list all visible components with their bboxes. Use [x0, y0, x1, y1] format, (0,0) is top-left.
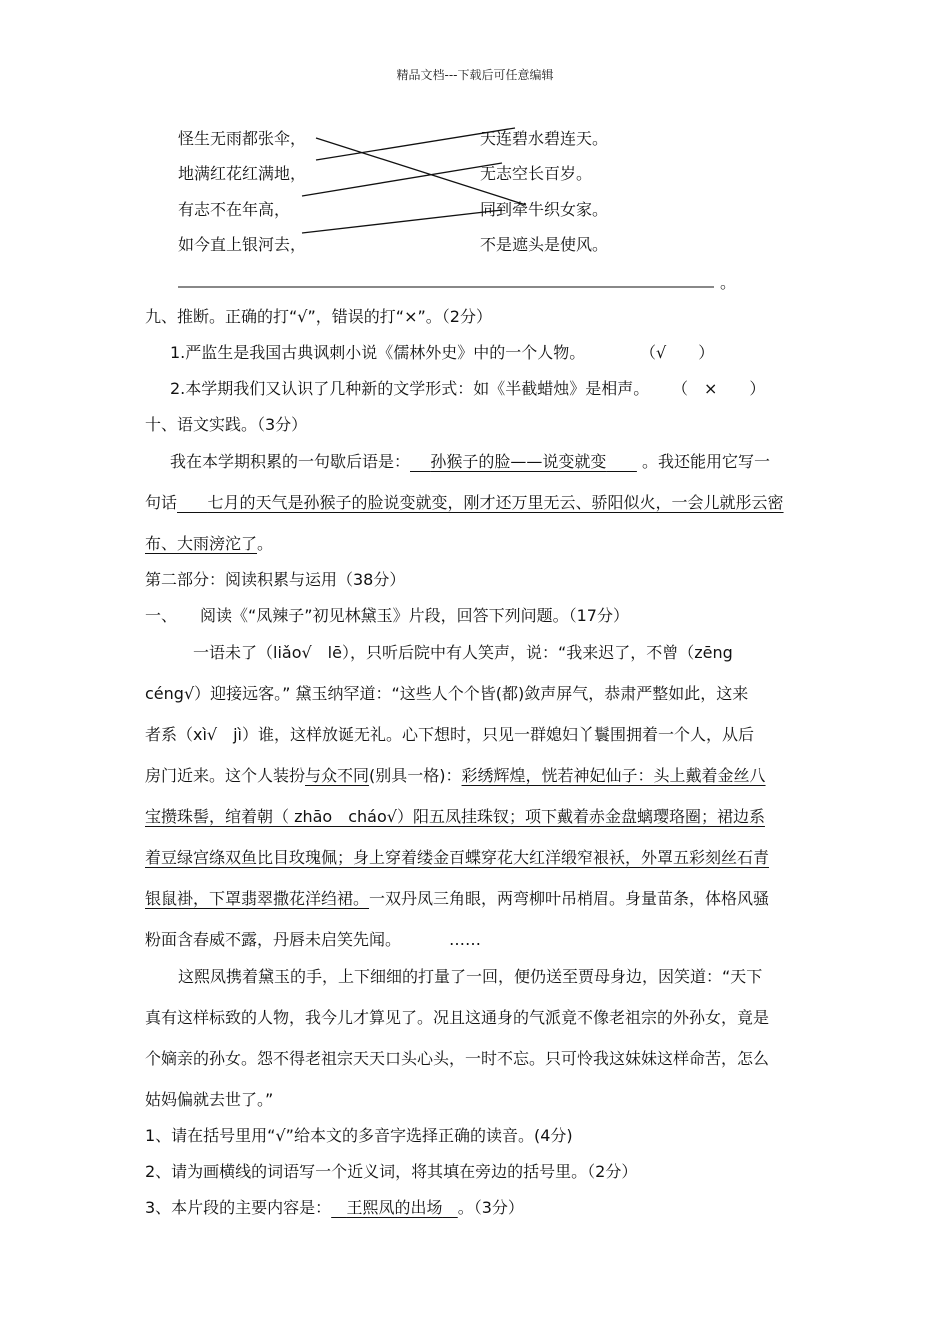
section9-item2: 2.本学期我们又认识了几种新的文学形式：如《半截蜡烛》是相声。: [170, 379, 650, 398]
section9-item2-answer: （ × ）: [672, 379, 766, 398]
idiom-answer: 孙猴子的脸——说变就变: [430, 452, 607, 471]
sentence-prompt: 句话: [145, 493, 178, 512]
section10-prompt: 我在本学期积累的一句歇后语是：: [170, 452, 411, 471]
passage-line-11: 个嫡亲的孙女。怨不得老祖宗天天口头心头，一时不忘。只可怜我这妹妹这样命苦，怎么: [145, 1049, 770, 1068]
section10-line3: 布、大雨滂沱了。: [145, 534, 274, 553]
underlined-description-1: 彩绣辉煌，恍若神妃仙子：头上戴着金丝八: [461, 766, 766, 785]
match-line-3: [302, 163, 502, 196]
part2-q1-text: 阅读《“凤辣子”初见林黛玉》片段，回答下列问题。（17分）: [200, 606, 629, 625]
page-header: 精品文档---下载后可任意编辑: [396, 68, 554, 82]
passage-line-8: 粉面含春威不露，丹唇未启笑先闻。 ……: [145, 930, 482, 949]
passage-line-7: 银鼠褂，下罩翡翠撒花洋绉裙。一双丹凤三角眼，两弯柳叶吊梢眉。身量苗条，体格风骚: [145, 889, 770, 908]
passage-line-6: 着豆绿宫绦双鱼比目玫瑰佩；身上穿着缕金百蝶穿花大红洋缎窄裉袄，外罩五彩刻丝石青: [145, 848, 770, 867]
blank-period: 。: [720, 273, 737, 292]
passage-line-1: 一语未了（liǎo√ lē），只听后院中有人笑声，说：“我来迟了，不曾（zēng: [193, 643, 733, 662]
question-3-answer: 王熙凤的出场: [346, 1198, 443, 1217]
underlined-word: 与众不同: [305, 766, 370, 785]
part2-q1-num: 一、: [145, 606, 178, 625]
matching-lines: [0, 0, 950, 300]
section10-line1: [170, 452, 770, 472]
passage-line-10: 真有这样标致的人物，我今儿才算见了。况且这通身的气派竟不像老祖宗的外孙女，竟是: [145, 1008, 770, 1027]
match-line-2: [316, 128, 515, 160]
sentence-answer-2: 布、大雨滂沱了: [145, 534, 258, 553]
ellipsis: ……: [449, 930, 482, 949]
section10-continue: 。我还能用它写一: [641, 452, 770, 471]
question-2: 2、请为画横线的词语写一个近义词，将其填在旁边的括号里。（2分）: [145, 1162, 638, 1181]
section10-line2: [145, 493, 784, 513]
match-left-2: 地满红花红满地，: [178, 164, 307, 183]
match-right-2: 无志空长百岁。: [480, 164, 593, 183]
passage-line-3: 者系（xì√ jì）谁，这样放诞无礼。心下想时，只见一群媳妇丫鬟围拥着一个人，从后: [145, 725, 755, 744]
passage-line-9: 这熙凤携着黛玉的手，上下细细的打量了一回，便仍送至贾母身边，因笑道：“天下: [178, 967, 763, 986]
part2-title: 第二部分：阅读积累与运用（38分）: [145, 570, 406, 589]
match-left-1: 怪生无雨都张伞，: [178, 129, 307, 148]
match-line-1: [316, 138, 526, 205]
question-3: 3、本片段的主要内容是： 王熙凤的出场 。（3分）: [145, 1198, 524, 1217]
match-line-4: [302, 210, 502, 233]
match-left-4: 如今直上银河去，: [178, 235, 307, 254]
section9-item1-answer: （√ ）: [640, 343, 715, 362]
match-left-3: 有志不在年高，: [178, 200, 291, 219]
match-right-4: 不是遮头是使风。: [480, 235, 609, 254]
match-right-1: 天连碧水碧连天。: [480, 129, 609, 148]
passage-line-2: céng√）迎接远客。” 黛玉纳罕道：“这些人个个皆(都)敛声屏气，恭肃严整如此，这来: [145, 684, 749, 703]
section9-title: 九、推断。正确的打“√”，错误的打“×”。（2分）: [145, 307, 492, 326]
question-1: 1、请在括号里用“√”给本文的多音字选择正确的读音。(4分): [145, 1126, 573, 1145]
sentence-answer-1: 七月的天气是孙猴子的脸说变就变，刚才还万里无云、骄阳似火，一会儿就彤云密: [207, 493, 784, 512]
passage-line-4: 房门近来。这个人装扮与众不同(别具一格)：彩绣辉煌，恍若神妃仙子：头上戴着金丝八: [145, 766, 766, 785]
passage-line-5: 宝攒珠髻，绾着朝（ zhāo cháo√）阳五凤挂珠钗；项下戴着赤金盘螭璎珞圈；裙边系: [145, 807, 765, 826]
underlined-description-2: 银鼠褂，下罩翡翠撒花洋绉裙。: [145, 889, 370, 908]
passage-line-12: 姑妈偏就去世了。”: [145, 1090, 274, 1109]
match-right-3: 同到牵牛织女家。: [480, 200, 609, 219]
section9-item1: 1.严监生是我国古典讽刺小说《儒林外史》中的一个人物。: [170, 343, 586, 362]
section10-title: 十、语文实践。（3分）: [145, 415, 308, 434]
